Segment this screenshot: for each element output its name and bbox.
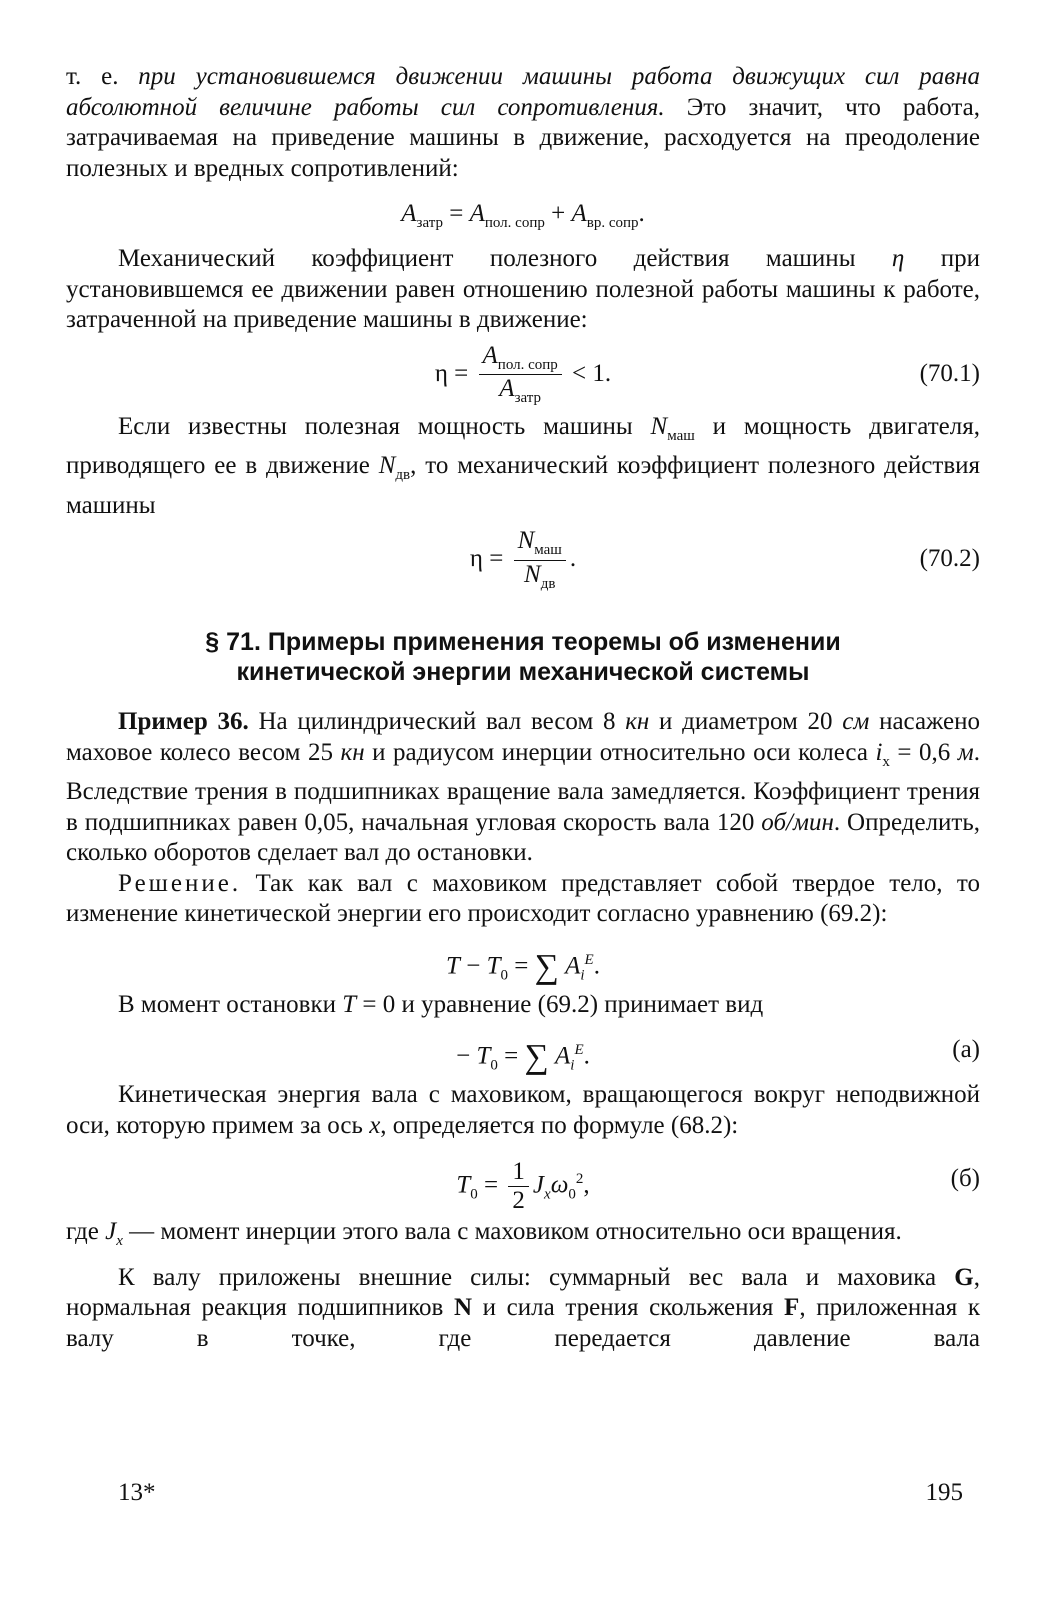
- equation-b: $T_0$ = $\frac{1}{2}$ $J_x\omega_0^2$, (б): [66, 1143, 980, 1215]
- equation-a: − $T_0$ = ∑ $A_i^E$. (а): [66, 1022, 980, 1078]
- paragraph-power: Если известны полезная мощность машины $N_{маш}$ и мощность двигателя, приводящего ее в движение $N_{дв}$, то механический коэффициент полезного действия машины: [66, 412, 980, 519]
- equation-70-1: η = $\frac{A_{пол. сопр}}{A_{затр}}$ < 1. (70.1): [66, 338, 980, 410]
- section-heading-line2: кинетической энергии механической системы: [236, 658, 810, 686]
- example-label: Пример 36.: [118, 708, 249, 735]
- paragraph-where: где $J_x$ — момент инерции этого вала с маховиком относительно оси вращения.: [66, 1218, 902, 1249]
- fraction: $\frac{1}{2}$: [508, 1159, 529, 1215]
- text: Это значит, что работа, затрачиваемая на приведение машины в движение, расходуется на преодоление полезных и вредных сопротивлений:: [66, 93, 980, 182]
- equation-number: (70.1): [919, 359, 980, 387]
- page-number: 195: [925, 1479, 963, 1506]
- paragraph-forces: К валу приложены внешние силы: суммарный вес вала и маховика G, нормальная реакция подшипников N и сила трения скольжения F, приложенная к валу в точке, где передается давление вала: [66, 1263, 981, 1352]
- paragraph-example-36: Пример 36. На цилиндрический вал весом 8 кн и диаметром 20 см насажено маховое колесо весом 25 кн и радиусом инерции относительно оси колеса $i_x = 0,6$ м. Вследствие трения в подшипниках вращение вала замедляется. Коэффициент трения в подшипниках равен 0,05, начальная угловая скорость вала 120 об/мин. Определить, сколько оборотов сделает вал до остановки.: [66, 708, 980, 866]
- italic-statement: при установившемся движении машины работа движущих сил равна абсолютной величине работы сил сопротивления.: [66, 63, 980, 121]
- solution-label: Решение.: [118, 869, 242, 897]
- section-heading: [66, 627, 980, 687]
- equation-work-balance: $A_{затр} = A_{пол. сопр} + A_{вр. сопр}$.: [401, 200, 645, 231]
- paragraph-solution: Решение. Так как вал с маховиком представляет собой твердое тело, то изменение кинетической энергии его происходит согласно уравнению (69.2):: [66, 869, 980, 927]
- text: т. е.: [66, 63, 139, 90]
- equation-70-2: η = $\frac{N_{маш}}{N_{дв}}$ . (70.2): [66, 523, 980, 595]
- paragraph-steady-motion: [66, 62, 980, 184]
- fraction: $\frac{N_{маш}}{N_{дв}}$: [514, 528, 566, 593]
- equation-number: (б): [950, 1165, 980, 1192]
- section-heading-line1: § 71. Примеры применения теоремы об изменении: [205, 628, 841, 656]
- equation-energy-theorem: $T - T_0$ = ∑ $A_i^E$.: [446, 947, 600, 985]
- fraction: $\frac{A_{пол. сопр}}{A_{затр}}$: [479, 343, 562, 408]
- equation-number: (70.2): [919, 545, 980, 572]
- paragraph-kinetic-energy: Кинетическая энергия вала с маховиком, вращающегося вокруг неподвижной оси, которую примем за ось x, определяется по формуле (68.2):: [66, 1081, 980, 1139]
- paragraph-efficiency: Механический коэффициент полезного действия машины η при установившемся ее движении равен отношению полезной работы машины к работе, затраченной на приведение машины в движение:: [66, 245, 980, 333]
- paragraph-stop: В момент остановки T = 0 и уравнение (69.2) принимает вид: [118, 990, 764, 1018]
- signature-mark: 13*: [118, 1479, 156, 1506]
- equation-number: (а): [952, 1036, 980, 1063]
- page-content: [66, 62, 980, 1354]
